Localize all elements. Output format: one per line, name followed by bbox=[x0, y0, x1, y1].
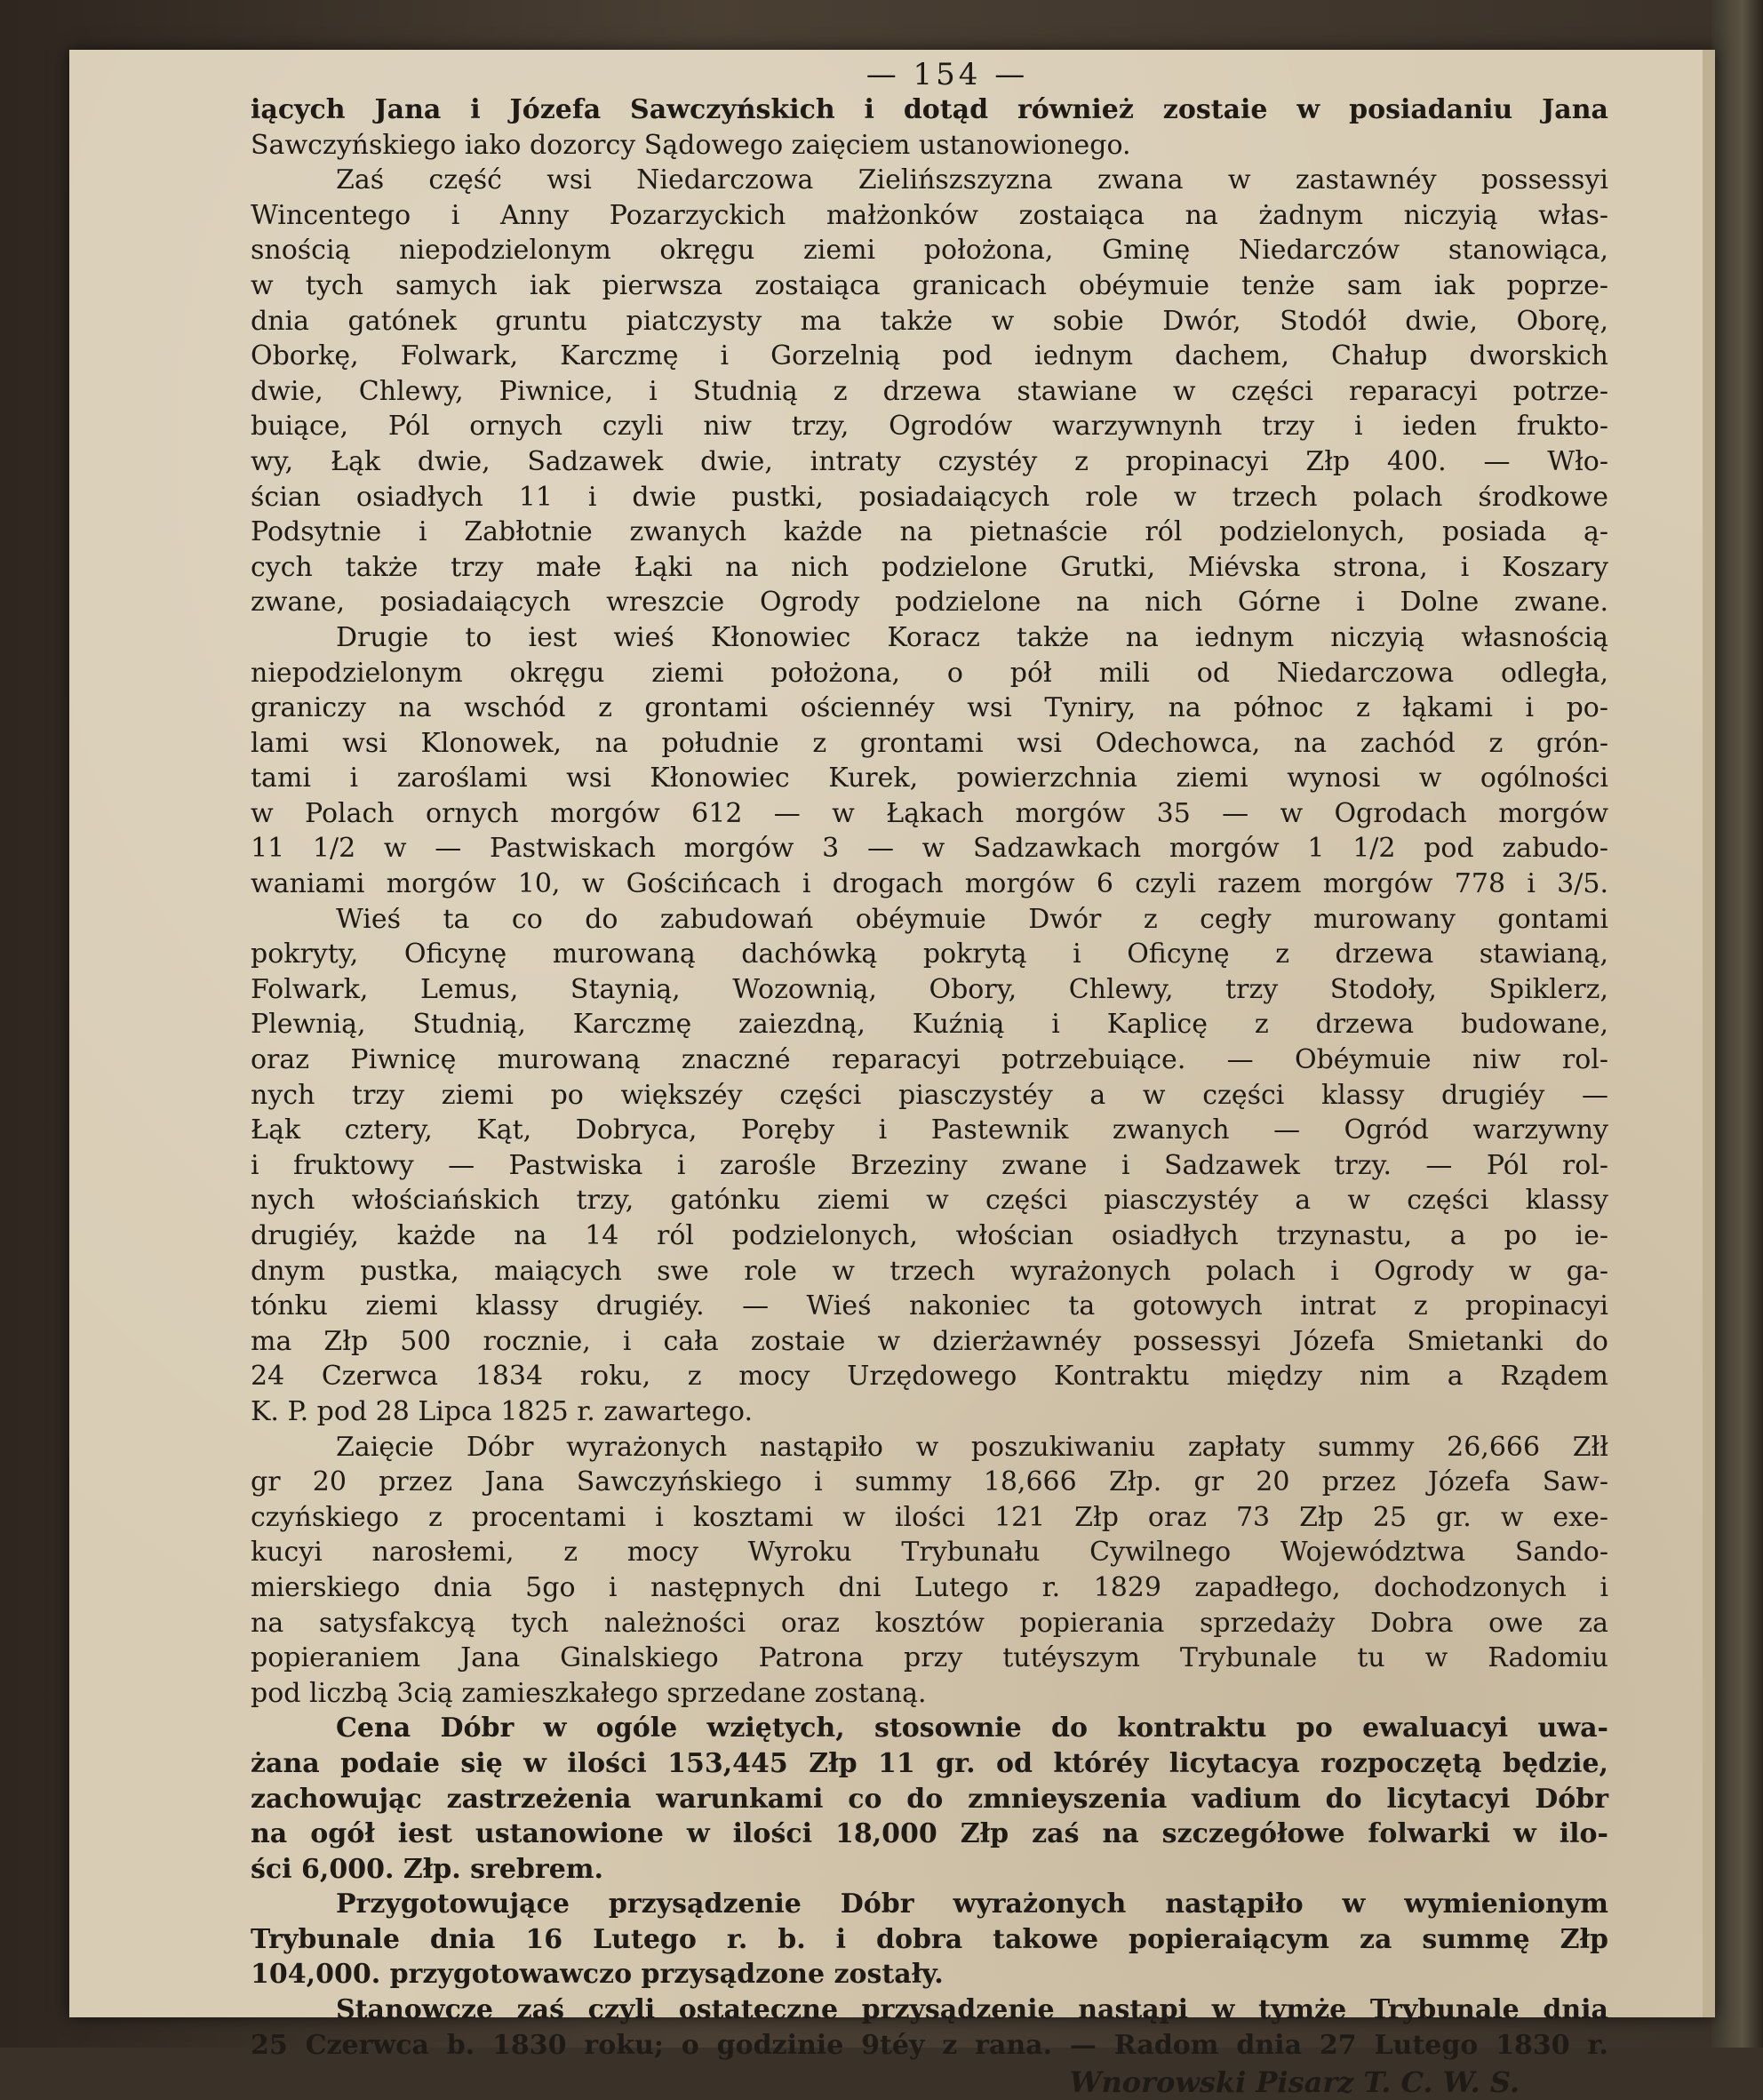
text-line: na satysfakcyą tych należności oraz kosztów popierania sprzedaży Dobra owe za bbox=[251, 1607, 1608, 1639]
text-line: tónku ziemi klassy drugiéy. — Wieś nakoniec ta gotowych intrat z propinacyi bbox=[251, 1290, 1608, 1322]
text-line: pod liczbą 3cią zamieszkałego sprzedane zostaną. bbox=[251, 1677, 927, 1709]
text-line: 25 Czerwca b. 1830 roku; o godzinie 9téy z rana. — Radom dnia 27 Lutego 1830 r. bbox=[251, 2029, 1608, 2061]
text-line: Oborkę, Folwark, Karczmę i Gorzelnią pod iednym dachem, Chałup dworskich bbox=[251, 340, 1608, 372]
text-line: Wincentego i Anny Pozarzyckich małżonków zostaiąca na żadnym niczyią włas- bbox=[251, 199, 1608, 231]
text-line: mierskiego dnia 5go i następnych dni Lutego r. 1829 zapadłego, dochodzonych i bbox=[251, 1571, 1608, 1603]
text-line: snością niepodzielonym okręgu ziemi położona, Gminę Niedarczów stanowiąca, bbox=[251, 235, 1608, 267]
text-line: niepodzielonym okręgu ziemi położona, o pół mili od Niedarczowa odległa, bbox=[251, 657, 1608, 689]
text-line: dnia gatónek gruntu piatczysty ma także w sobie Dwór, Stodół dwie, Oborę, bbox=[251, 305, 1608, 337]
text-body bbox=[251, 92, 1608, 2063]
text-line: iących Jana i Józefa Sawczyńskich i dotąd również zostaie w posiadaniu Jana bbox=[251, 94, 1608, 125]
text-line: zachowując zastrzeżenia warunkami co do zmnieyszenia vadium do licytacyi Dóbr bbox=[251, 1783, 1608, 1815]
signature: Wnorowski Pisarz T. C. W. S. bbox=[1069, 2065, 1520, 2100]
text-line: w tych samych iak pierwsza zostaiąca granicach obéymuie tenże sam iak poprze- bbox=[251, 269, 1608, 301]
text-line: waniami morgów 10, w Gościńcach i drogach morgów 6 czyli razem morgów 778 i 3/5. bbox=[251, 868, 1608, 900]
text-line: dnym pustka, maiących swe role w trzech wyrażonych polach i Ogrody w ga- bbox=[251, 1255, 1608, 1287]
text-line: Podsytnie i Zabłotnie zwanych każde na pietnaście ról podzielonych, posiada ą- bbox=[251, 516, 1608, 548]
text-line: i fruktowy — Pastwiska i zarośle Brzeziny zwane i Sadzawek trzy. — Pól rol- bbox=[251, 1149, 1608, 1181]
text-line: ści 6,000. Złp. srebrem. bbox=[251, 1853, 603, 1885]
text-line: buiące, Pól ornych czyli niw trzy, Ogrodów warzywnynh trzy i ieden frukto- bbox=[251, 411, 1608, 443]
text-line: na ogół iest ustanowione w ilości 18,000 Złp zaś na szczegółowe folwarki w ilo- bbox=[251, 1818, 1608, 1850]
text-line: wy, Łąk dwie, Sadzawek dwie, intraty czystéy z propinacyi Złp 400. — Wło- bbox=[251, 445, 1608, 477]
text-line: pokryty, Oficynę murowaną dachówką pokrytą i Oficynę z drzewa stawianą, bbox=[251, 938, 1608, 970]
text-line: oraz Piwnicę murowaną znaczné reparacyi potrzebuiące. — Obéymuie niw rol- bbox=[251, 1044, 1608, 1076]
text-line: ma Złp 500 rocznie, i cała zostaie w dzierżawnéy possessyi Józefa Smietanki do bbox=[251, 1325, 1608, 1357]
text-line: zwane, posiadaiących wreszcie Ogrody podzielone na nich Górne i Dolne zwane. bbox=[251, 587, 1608, 619]
document-content bbox=[251, 57, 1608, 2100]
text-line: dwie, Chlewy, Piwnice, i Studnią z drzewa stawiane w części reparacyi potrze- bbox=[251, 375, 1608, 407]
text-line: ścian osiadłych 11 i dwie pustki, posiadaiących role w trzech polach środkowe bbox=[251, 481, 1608, 513]
book-edge bbox=[1711, 0, 1763, 2048]
text-line: Sawczyńskiego iako dozorcy Sądowego zaięciem ustanowionego. bbox=[251, 129, 1131, 161]
text-line: w Polach ornych morgów 612 — w Łąkach morgów 35 — w Ogrodach morgów bbox=[251, 797, 1608, 829]
text-line: Wieś ta co do zabudowań obéymuie Dwór z cegły murowany gontami bbox=[336, 903, 1608, 935]
text-line: Łąk cztery, Kąt, Dobryca, Poręby i Pastewnik zwanych — Ogród warzywny bbox=[251, 1114, 1608, 1146]
text-line: K. P. pod 28 Lipca 1825 r. zawartego. bbox=[251, 1395, 754, 1427]
text-line: czyńskiego z procentami i kosztami w ilości 121 Złp oraz 73 Złp 25 gr. w exe- bbox=[251, 1501, 1608, 1533]
text-line: Zaięcie Dóbr wyrażonych nastąpiło w poszukiwaniu zapłaty summy 26,666 Złł bbox=[336, 1431, 1608, 1463]
text-line: nych trzy ziemi po większéy części piasczystéy a w części klassy drugiéy — bbox=[251, 1079, 1608, 1111]
text-line: gr 20 przez Jana Sawczyńskiego i summy 18,666 Złp. gr 20 przez Józefa Saw- bbox=[251, 1466, 1608, 1498]
text-line: kucyi narosłemi, z mocy Wyroku Trybunału Cywilnego Województwa Sando- bbox=[251, 1537, 1608, 1569]
text-line: Drugie to iest wieś Kłonowiec Koracz także na iednym niczyią własnością bbox=[336, 621, 1608, 653]
text-line: cych także trzy małe Łąki na nich podzielone Grutki, Miévska strona, i Koszary bbox=[251, 551, 1608, 583]
text-line: Plewnią, Studnią, Karczmę zaiezdną, Kuźnią i Kaplicę z drzewa budowane, bbox=[251, 1009, 1608, 1041]
text-line: nych włościańskich trzy, gatónku ziemi w części piasczystéy a w części klassy bbox=[251, 1185, 1608, 1217]
text-line: Stanowcze zaś czyli ostateczne przysądzenie nastąpi w tymże Trybunale dnia bbox=[336, 1994, 1608, 2026]
text-line: 11 1/2 w — Pastwiskach morgów 3 — w Sadzawkach morgów 1 1/2 pod zabudo- bbox=[251, 833, 1608, 865]
text-line: Zaś część wsi Niedarczowa Zielińszszyzna zwana w zastawnéy possessyi bbox=[336, 164, 1608, 196]
text-line: drugiéy, każde na 14 ról podzielonych, włościan osiadłych trzynastu, a po ie- bbox=[251, 1220, 1608, 1251]
text-line: Przygotowujące przysądzenie Dóbr wyrażonych nastąpiło w wymienionym bbox=[336, 1888, 1608, 1920]
text-line: graniczy na wschód z grontami ościennéy wsi Tyniry, na północ z łąkami i po- bbox=[251, 692, 1608, 724]
text-line: żana podaie się w ilości 153,445 Złp 11 gr. od któréy licytacya rozpoczętą będzie, bbox=[251, 1747, 1608, 1779]
text-line: popieraniem Jana Ginalskiego Patrona przy tutéyszym Trybunale tu w Radomiu bbox=[251, 1642, 1608, 1674]
text-line: lami wsi Klonowek, na południe z grontami wsi Odechowca, na zachód z grón- bbox=[251, 727, 1608, 759]
page-number: — 154 — bbox=[866, 57, 1029, 92]
text-line: Trybunale dnia 16 Lutego r. b. i dobra takowe popieraiącym za summę Złp bbox=[251, 1923, 1608, 1955]
text-line: 104,000. przygotowawczo przysądzone zostały. bbox=[251, 1959, 944, 1991]
text-line: Cena Dóbr w ogóle wziętych, stosownie do kontraktu po ewaluacyi uwa- bbox=[336, 1713, 1608, 1745]
text-line: tami i zaroślami wsi Kłonowiec Kurek, powierzchnia ziemi wynosi w ogólności bbox=[251, 763, 1608, 794]
text-line: 24 Czerwca 1834 roku, z mocy Urzędowego Kontraktu między nim a Rządem bbox=[251, 1361, 1608, 1393]
text-line: Folwark, Lemus, Staynią, Wozownią, Obory, Chlewy, trzy Stodoły, Spiklerz, bbox=[251, 973, 1608, 1005]
